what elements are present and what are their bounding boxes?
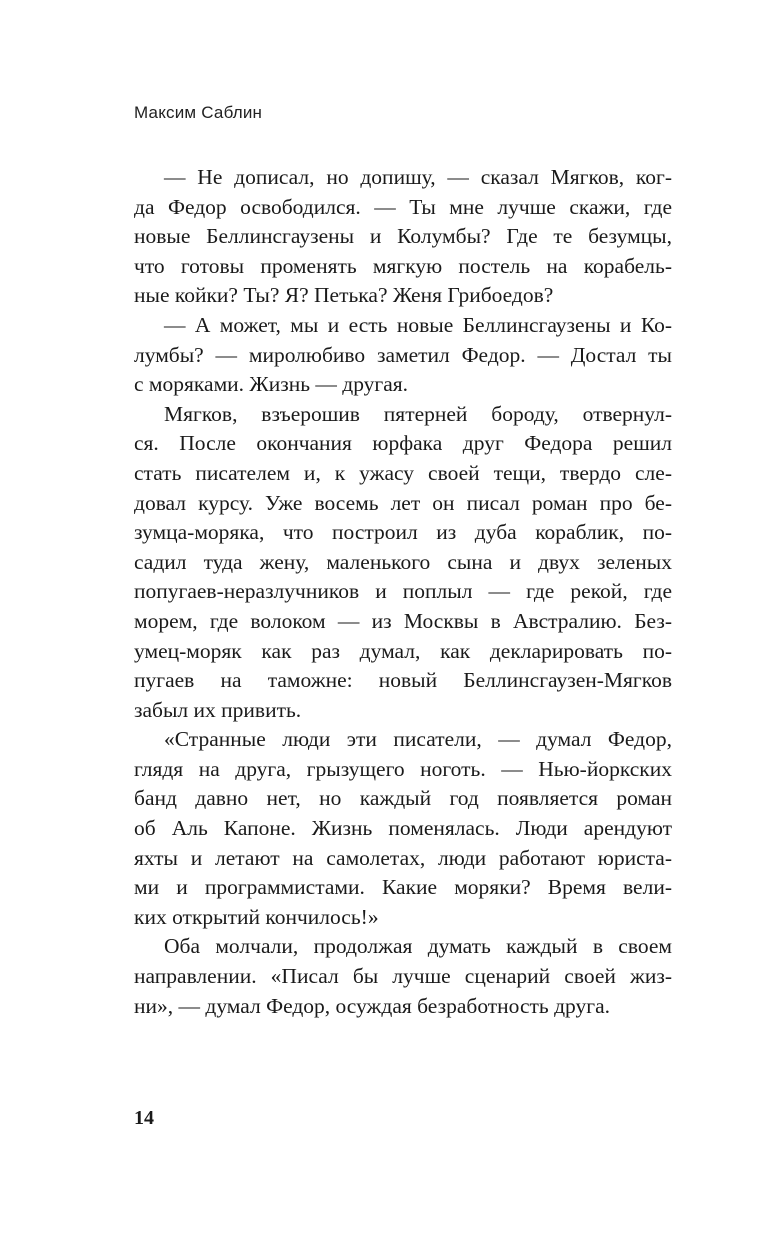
text-line: морем, где волоком — из Москвы в Австралию. Без- (134, 608, 672, 633)
text-line: что готовы променять мягкую постель на корабель- (134, 253, 672, 278)
page-number: 14 (134, 1107, 154, 1129)
running-header-author: Максим Саблин (134, 103, 263, 122)
text-line: ми и программистами. Какие моряки? Время вели- (134, 875, 672, 900)
paragraph (134, 725, 672, 932)
text-line: умец-моряк как раз думал, как декларировать по- (134, 638, 672, 663)
text-line: ни», — думал Федор, осуждая безработность друга. (134, 993, 610, 1018)
text-line: да Федор освободился. — Ты мне лучше скажи, где (134, 194, 672, 219)
text-line: ся. После окончания юрфака друг Федора решил (134, 431, 672, 456)
text-line: стать писателем и, к ужасу своей тещи, твердо сле- (134, 460, 672, 485)
text-line: — А может, мы и есть новые Беллинсгаузены и Ко- (164, 312, 672, 337)
text-line: с моряками. Жизнь — другая. (134, 372, 409, 397)
text-line: довал курсу. Уже восемь лет он писал роман про бе- (134, 490, 672, 515)
paragraph (134, 400, 672, 726)
paragraph (134, 311, 672, 400)
text-line: ные койки? Ты? Я? Петька? Женя Грибоедов? (134, 283, 554, 308)
text-line: яхты и летают на самолетах, люди работают юриста- (134, 845, 672, 870)
paragraph (134, 932, 672, 1021)
text-line: забыл их привить. (134, 697, 302, 722)
text-line: — Не дописал, но допишу, — сказал Мягков, ког- (164, 165, 672, 189)
text-line: направлении. «Писал бы лучше сценарий своей жиз- (134, 964, 672, 989)
text-line: ких открытий кончилось!» (134, 904, 379, 929)
text-line: об Аль Капоне. Жизнь поменялась. Люди арендуют (134, 816, 672, 841)
text-line: пугаев на таможне: новый Беллинсгаузен-Мягков (134, 668, 672, 693)
text-line: Оба молчали, продолжая думать каждый в своем (164, 934, 672, 959)
text-line: новые Беллинсгаузены и Колумбы? Где те безумцы, (134, 224, 672, 249)
text-line: лумбы? — миролюбиво заметил Федор. — Достал ты (134, 342, 672, 367)
body-text (134, 163, 672, 1021)
text-line: «Странные люди эти писатели, — думал Федор, (164, 727, 672, 752)
text-line: Мягков, взъерошив пятерней бороду, отвернул- (164, 401, 672, 426)
text-line: попугаев-неразлучников и поплыл — где рекой, где (134, 579, 672, 604)
text-line: глядя на друга, грызущего ноготь. — Нью-йоркских (134, 756, 672, 781)
paragraph (134, 163, 672, 311)
text-line: садил туда жену, маленького сына и двух зеленых (134, 549, 672, 574)
text-line: банд давно нет, но каждый год появляется роман (134, 786, 672, 811)
text-line: зумца-моряка, что построил из дуба кораблик, по- (134, 520, 672, 545)
